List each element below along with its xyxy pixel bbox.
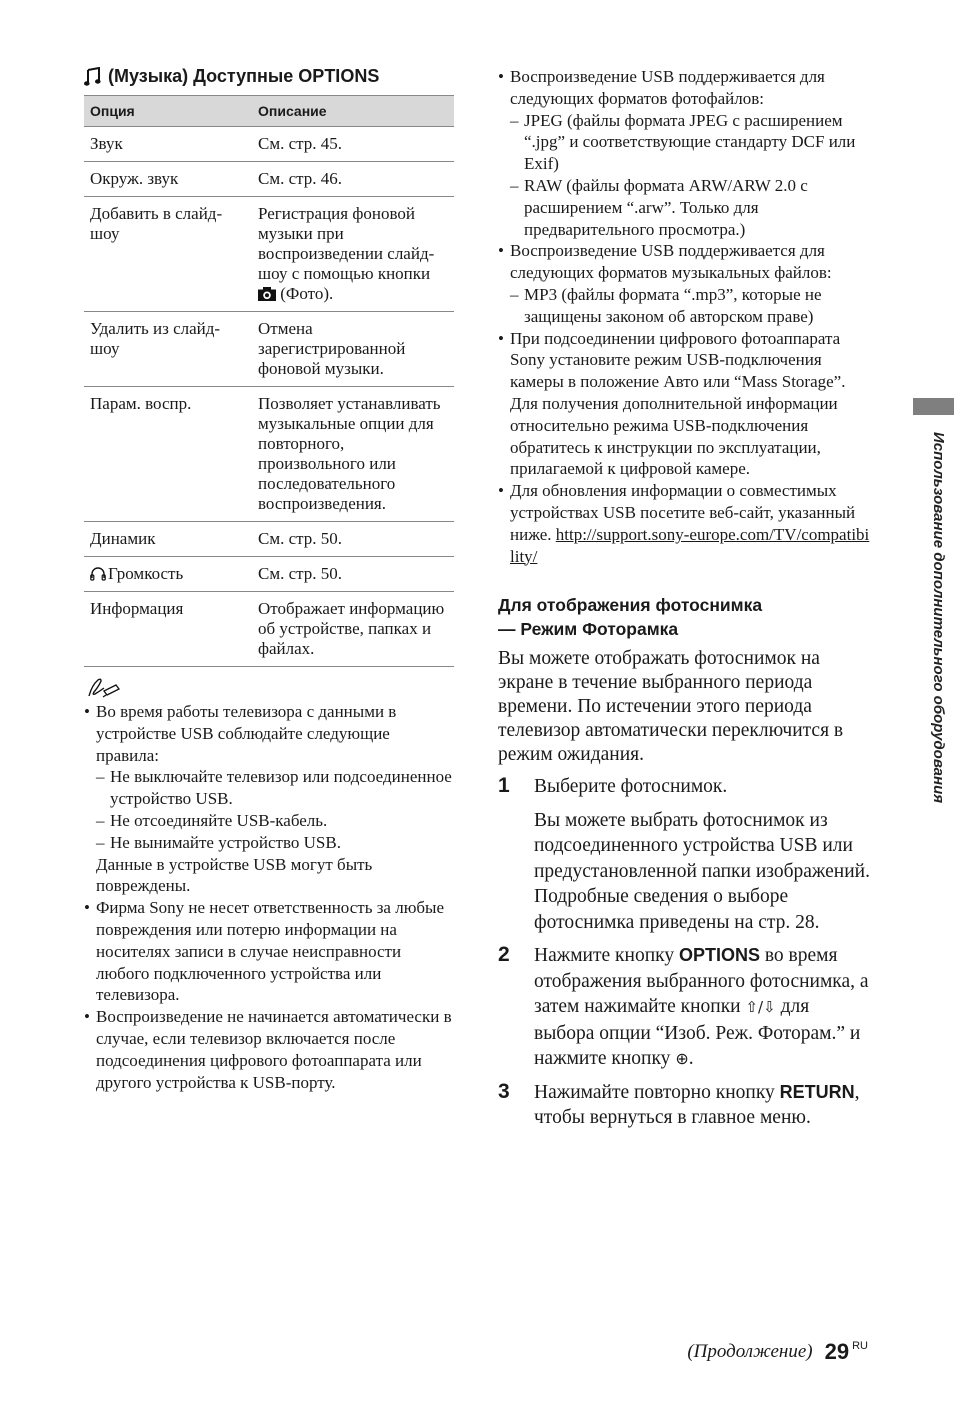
table-row: [84, 557, 454, 592]
list-item: • Воспроизведение USB поддерживается для следующих форматов фотофайлов: – JPEG (файлы формата JPEG с расширением “.jpg” и соответствующие стандарту DCF или Exif) – RAW (файлы формата ARW/ARW 2.0 с расширением “.arw”. Только для предварительного просмотра.): [498, 66, 870, 240]
camera-icon: [258, 287, 276, 301]
step-number: 2: [498, 943, 510, 967]
list-item: • Фирма Sony не несет ответственность за любые повреждения или потерю информации на носителях записи в случае неисправности любого подключенного устройства или телевизора.: [84, 897, 454, 1006]
support-link[interactable]: http://support.sony-europe.com/TV/compatibility/: [510, 524, 870, 566]
table-row: [84, 522, 454, 557]
list-item: • Во время работы телевизора с данными в устройстве USB соблюдайте следующие правила: – Не выключайте телевизор или подсоединенное устройство USB. – Не отсоединяйте USB-кабель. – Не вынимайте устройство USB. Данные в устройстве USB могут быть повреждены.: [84, 701, 454, 897]
usb-info-list: [498, 66, 870, 567]
section-title: (Музыка) Доступные OPTIONS: [84, 66, 454, 87]
option-cell: Динамик: [84, 522, 252, 557]
option-cell: Информация: [84, 592, 252, 667]
subsection-title: Для отображения фотоснимка — Режим Фоторамка: [498, 595, 763, 640]
continued-label: (Продолжение): [687, 1341, 813, 1362]
table-row: [84, 197, 454, 312]
option-cell: Парам. воспр.: [84, 387, 252, 522]
list-item: – JPEG (файлы формата JPEG с расширением “.jpg” и соответствующие стандарту DCF или Exif): [510, 110, 870, 175]
table-row: [84, 162, 454, 197]
sub-list: [96, 766, 454, 853]
side-tab-label: Использование дополнительного оборудования: [930, 432, 947, 804]
page-language: RU: [852, 1340, 868, 1352]
option-cell: Удалить из слайд-шоу: [84, 312, 252, 387]
step-2: [498, 943, 870, 1072]
return-key: RETURN: [779, 1081, 855, 1102]
table-row: [84, 387, 454, 522]
sub-list: [510, 284, 870, 328]
table-row: [84, 127, 454, 162]
list-item: – RAW (файлы формата ARW/ARW 2.0 с расширением “.arw”. Только для предварительного просмотра.): [510, 175, 870, 240]
table-header-row: [84, 96, 454, 127]
list-item: – Не отсоединяйте USB-кабель.: [96, 810, 454, 832]
list-item: • Воспроизведение USB поддерживается для следующих форматов музыкальных файлов: – MP3 (файлы формата “.mp3”, которые не защищены законом об авторском праве): [498, 240, 870, 327]
up-down-arrow-icon: ⇧/⇩: [745, 998, 776, 1017]
sub-list: [510, 110, 870, 241]
list-item: • Воспроизведение не начинается автоматически в случае, если телевизор включается после подсоединения цифрового фотоаппарата или другого устройства к USB-порту.: [84, 1006, 454, 1093]
description-cell: См. стр. 45.: [252, 127, 454, 162]
options-table: [84, 95, 454, 667]
options-key: OPTIONS: [678, 945, 760, 966]
pencil-note-icon: [86, 677, 120, 699]
side-tab-marker: [913, 398, 954, 415]
option-cell: Громкость: [84, 557, 252, 592]
description-cell: См. стр. 50.: [252, 557, 454, 592]
table-row: [84, 312, 454, 387]
description-cell: См. стр. 46.: [252, 162, 454, 197]
header-option: Опция: [84, 96, 252, 127]
description-cell: См. стр. 50.: [252, 522, 454, 557]
description-cell: Отмена зарегистрированной фоновой музыки.: [252, 312, 454, 387]
notes-list: [84, 701, 454, 1093]
right-column: [498, 66, 870, 1131]
step-number: 1: [498, 774, 510, 798]
table-row: [84, 592, 454, 667]
header-description: Описание: [252, 96, 454, 127]
music-note-icon: [84, 67, 102, 87]
list-item: – Не вынимайте устройство USB.: [96, 832, 454, 854]
enter-icon: ⊕: [675, 1049, 689, 1069]
description-cell: Отображает информацию об устройстве, папках и файлах.: [252, 592, 454, 667]
step-body: Выберите фотоснимок. Вы можете выбрать фотоснимок из подсоединенного устройства USB или предустановленной папки изображений. Подробные сведения о выборе фотоснимка приведены на стр. 28.: [534, 776, 870, 933]
option-cell: Окруж. звук: [84, 162, 252, 197]
list-item: • При подсоединении цифрового фотоаппарата Sony установите режим USB-подключения камеры в положение Авто или “Mass Storage”. Для получения дополнительной информации относительно режима USB-подключения обратитесь к инструкции по эксплуатации, прилагаемой к цифровой камере.: [498, 328, 870, 481]
step-3: [498, 1080, 870, 1131]
page-footer: [687, 1336, 868, 1365]
intro-paragraph: Вы можете отображать фотоснимок на экране в течение выбранного периода времени. По истечении этого периода телевизор автоматически переключится в режим ожидания.: [498, 648, 844, 765]
list-item: – MP3 (файлы формата “.mp3”, которые не защищены законом об авторском праве): [510, 284, 870, 328]
list-item: – Не выключайте телевизор или подсоединенное устройство USB.: [96, 766, 454, 810]
headphone-icon: [90, 566, 106, 581]
step-number: 3: [498, 1079, 510, 1103]
option-cell: Добавить в слайд-шоу: [84, 197, 252, 312]
page-number: 29: [824, 1339, 850, 1364]
list-item: • Для обновления информации о совместимых устройствах USB посетите веб-сайт, указанный ниже. http://support.sony-europe.com/TV/compatibility/: [498, 480, 870, 567]
description-cell: Позволяет устанавливать музыкальные опции для повторного, произвольного или последовательного воспроизведения.: [252, 387, 454, 522]
step-body: Нажимайте повторно кнопку RETURN, чтобы вернуться в главное меню.: [534, 1081, 860, 1129]
step-body: Нажмите кнопку OPTIONS во время отображения выбранного фотоснимка, а затем нажимайте кнопки ⇧/⇩ для выбора опции “Изоб. Реж. Фоторам.” и нажмите кнопку ⊕.: [534, 945, 869, 1070]
description-cell: Регистрация фоновой музыки при воспроизведении слайд-шоу с помощью кнопки (Фото).: [252, 197, 454, 312]
option-cell: Звук: [84, 127, 252, 162]
step-1: [498, 774, 870, 935]
left-column: [84, 66, 454, 1093]
